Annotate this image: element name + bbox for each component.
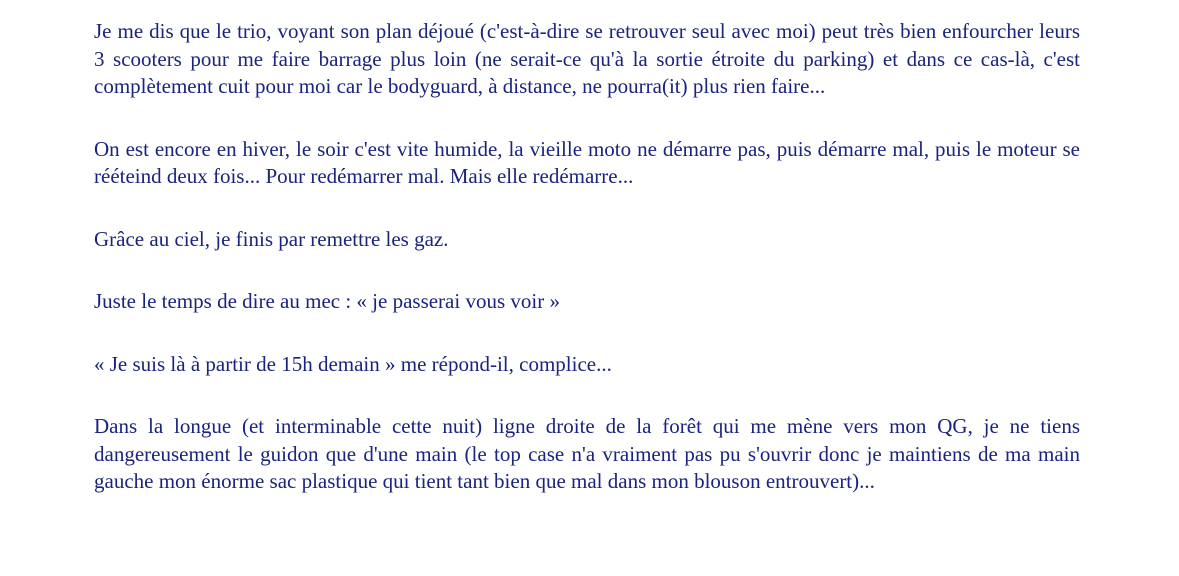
paragraph-hiver: On est encore en hiver, le soir c'est vite humide, la vieille moto ne démarre pas, puis démarre mal, puis le moteur se rééteind deux fois... Pour redémarrer mal. Mais elle redémarre... <box>94 136 1080 188</box>
paragraph-demain: « Je suis là à partir de 15h demain » me répond-il, complice... <box>94 351 612 376</box>
paragraph-foret: Dans la longue (et interminable cette nuit) ligne droite de la forêt qui me mène vers mon QG, je ne tiens dangereusement le guidon que d'une main (le top case n'a vraiment pas pu s'ouvrir donc je maintiens de ma main gauche mon énorme sac plastique qui tient tant bien que mal dans mon blouson entrouvert)... <box>94 414 1080 493</box>
paragraph-trio: Je me dis que le trio, voyant son plan déjoué (c'est-à-dire se retrouver seul avec moi) peut très bien enfourcher leurs 3 scooters pour me faire barrage plus loin (ne serait-ce qu'à la sortie étroite du parking) et dans ce cas-là, c'est complètement cuit pour moi car le bodyguard, à distance, ne pourra(it) plus rien faire... <box>94 19 1080 98</box>
document-body <box>94 18 1080 496</box>
paragraph-gaz: Grâce au ciel, je finis par remettre les gaz. <box>94 226 449 251</box>
paragraph-passerai: Juste le temps de dire au mec : « je passerai vous voir » <box>94 289 560 313</box>
